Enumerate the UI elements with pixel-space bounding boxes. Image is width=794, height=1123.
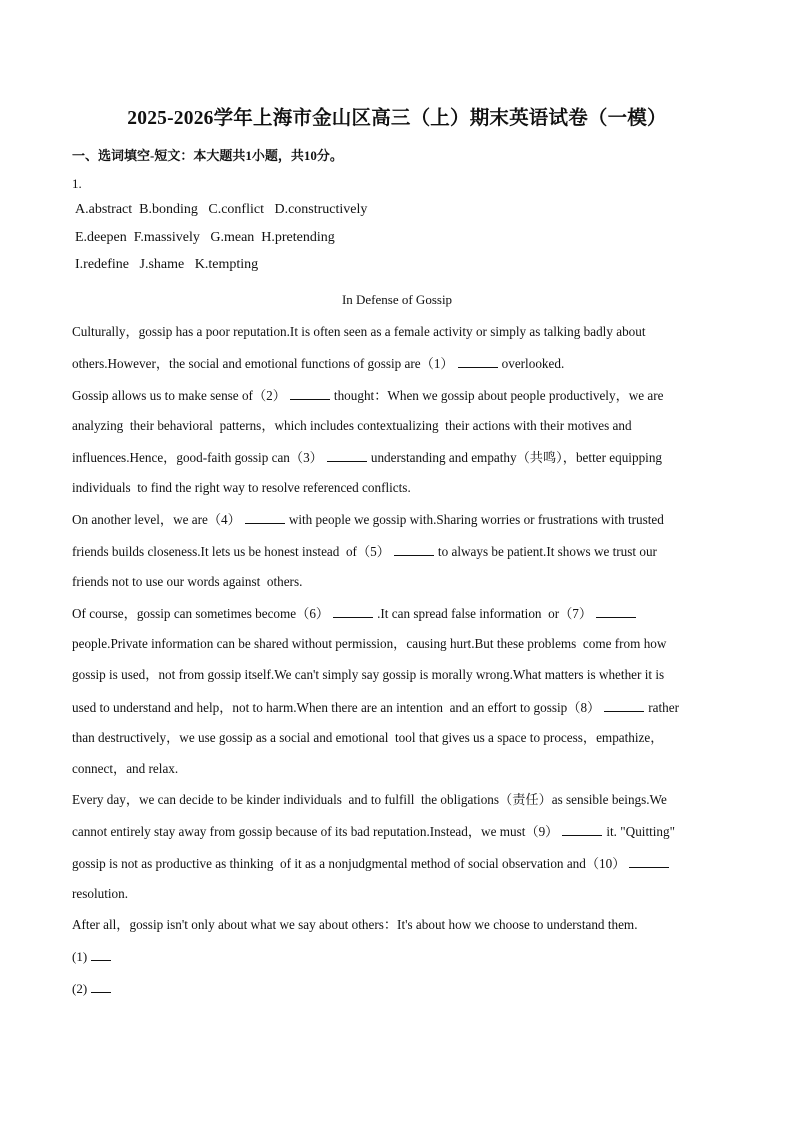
blank-1[interactable] [458,355,498,368]
blank-5[interactable] [394,543,434,556]
passage-line: used to understand and help，not to harm.When there are an intention and an effort to gossip（8） rather [72,700,679,715]
passage-line: individuals to find the right way to resolve referenced conflicts. [72,480,411,495]
passage-line: gossip is not as productive as thinking of it as a nonjudgmental method of social observation and（10） [72,855,673,872]
option-line-2: E.deepen F.massively G.mean H.pretending [75,230,335,245]
passage-line: influences.Hence，good-faith gossip can（3） understanding and empathy（共鸣），better equipping [72,450,663,465]
blank-8[interactable] [604,699,644,712]
passage-line: On another level，we are（4） with people we gossip with.Sharing worries or frustrations with trusted [72,512,664,527]
answer-line-2: (2) [72,980,111,997]
passage-line: cannot entirely stay away from gossip because of its bad reputation.Instead，we must（9） it. "Quitting" [72,824,676,839]
blank-7[interactable] [596,605,636,618]
page-title: 2025-2026学年上海市金山区高三（上）期末英语试卷（一模） [127,108,667,129]
passage-line: friends not to use our words against others. [72,574,303,589]
question-number: 1. [72,176,82,191]
passage-line: Culturally，gossip has a poor reputation.It is often seen as a female activity or simply as talking badly about [72,324,646,339]
passage-line: friends builds closeness.It lets us be honest instead of（5） to always be patient.It shows we trust our [72,544,657,559]
blank-3[interactable] [327,449,367,462]
option-line-3: I.redefine J.shame K.tempting [75,257,259,272]
passage-title: In Defense of Gossip [341,292,453,307]
passage-line: others.However，the social and emotional functions of gossip are（1） overlooked. [72,356,565,371]
passage-line: resolution. [72,886,129,901]
blank-6[interactable] [333,605,373,618]
passage-line: After all，gossip isn't only about what we say about others：It's about how we choose to understand them. [72,917,638,932]
passage-line: gossip is used，not from gossip itself.We can't simply say gossip is morally wrong.What matters is whether it is [72,667,665,682]
passage-line: analyzing their behavioral patterns，which includes contextualizing their actions with their motives and [72,418,632,433]
passage-line: Of course，gossip can sometimes become（6） .It can spread false information or（7） [72,605,640,622]
answer-blank-1[interactable] [91,948,111,961]
blank-10[interactable] [629,855,669,868]
passage-line: people.Private information can be shared without permission，causing hurt.But these problems come from how [72,636,667,651]
blank-9[interactable] [562,823,602,836]
answer-line-1: (1) [72,948,111,965]
answer-blank-2[interactable] [91,980,111,993]
passage-line: connect，and relax. [72,761,179,776]
passage-line: Every day，we can decide to be kinder individuals and to fulfill the obligations（责任）as sensible beings.We [72,792,667,807]
passage-line: Gossip allows us to make sense of（2） thought：When we gossip about people productively，we are [72,388,664,403]
passage-line: than destructively，we use gossip as a social and emotional tool that gives us a space to process，empathize， [72,730,664,745]
section-heading: 一、选词填空-短文：本大题共1小题，共10分。 [72,148,343,163]
blank-4[interactable] [245,511,285,524]
option-line-1: A.abstract B.bonding C.conflict D.constructively [75,202,368,217]
blank-2[interactable] [290,387,330,400]
